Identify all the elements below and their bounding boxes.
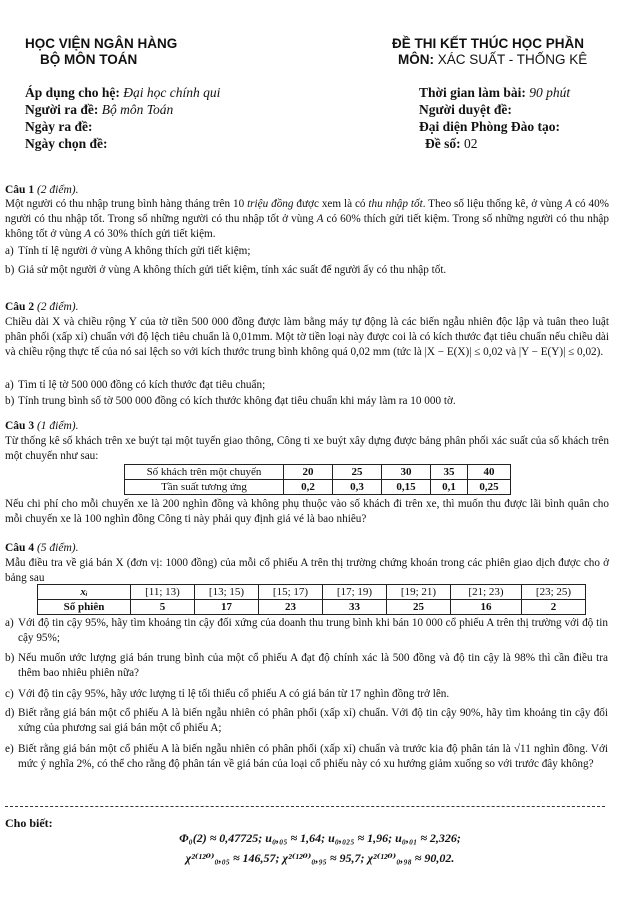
- q4-d-text: Biết rằng giá bán một cổ phiếu A là biến ngẫu nhiên có phân phối (xấp xỉ) chuẩn. Với độ tin cậy 90%, hãy tìm khoảng tin cậy đối xứng của phương sai giá bán một cổ phiếu A;: [18, 707, 608, 735]
- time-value: 90 phút: [529, 85, 571, 100]
- q4-item-d: [0, 706, 638, 738]
- q4-table-row: [38, 600, 586, 615]
- q4-b-label: b): [5, 652, 15, 664]
- q2-title: Câu 2: [5, 301, 35, 313]
- q4-row2-cell: 16: [451, 600, 522, 615]
- q3-points: (1 điểm).: [36, 420, 79, 432]
- q1-text-i: có 60% thích gửi tiết kiệm. Trong số những người có thu nhập không tốt ở vùng: [5, 213, 609, 241]
- q4-title: Câu 4: [5, 542, 35, 554]
- exam-title: ĐỀ THI KẾT THÚC HỌC PHẦN: [392, 36, 584, 51]
- q2-item-b: [0, 394, 638, 410]
- q4-row1-cell: [23; 25): [522, 585, 586, 600]
- q4-row2-label: Số phiên: [38, 600, 131, 615]
- q3-row1-cell: 30: [382, 465, 431, 480]
- q2-a-label: a): [5, 379, 14, 391]
- given-formula-line-1: Φ₀(2) ≈ 0,47725; u₀,₀₅ ≈ 1,64; u₀,₀₂₅ ≈ 1,96; u₀,₀₁ ≈ 2,326;: [179, 831, 461, 845]
- apply-value: Đại học chính qui: [123, 85, 221, 100]
- q4-row1-cell: [11; 13): [131, 585, 195, 600]
- q1-a-text: Tính tỉ lệ người ở vùng A không thích gửi tiết kiệm;: [18, 245, 251, 257]
- author-label: Người ra đề:: [25, 102, 99, 117]
- q4-e-text: Biết rằng giá bán một cổ phiếu A là biến ngẫu nhiên có phân phối (xấp xỉ) chuẩn và trước kia độ phân tán là √11 nghìn đồng. Với mức ý nghĩa 2%, có thể cho rằng độ phân tán về giá bán của loại cổ phiếu này có xu hướng giảm xuống so với trước đây không?: [18, 743, 608, 771]
- q1-points: (2 điểm).: [36, 184, 79, 196]
- q1-text-j: A: [84, 228, 92, 241]
- q1-text-b: triệu đồng: [247, 198, 294, 210]
- q4-table: [37, 584, 586, 615]
- q3-row2-cell: 0,2: [284, 480, 333, 495]
- department-name: BỘ MÔN TOÁN: [40, 52, 138, 67]
- meta-author: [25, 101, 173, 118]
- q1-title: Câu 1: [5, 184, 35, 196]
- q3-table-row: [125, 465, 511, 480]
- q1-item-a: [0, 244, 638, 260]
- q4-d-label: d): [5, 707, 15, 719]
- time-label: Thời gian làm bài:: [419, 85, 526, 100]
- q3-row1-cell: 40: [468, 465, 511, 480]
- q4-item-a: [0, 616, 638, 648]
- q1-b-label: b): [5, 264, 15, 276]
- q1-text-d: thu nhập tốt: [368, 198, 423, 210]
- subject-line: [398, 52, 587, 68]
- given-formula-line-2: χ²⁽¹²⁰⁾₀,₀₅ ≈ 146,57; χ²⁽¹²⁰⁾₀,₉₅ ≈ 95,7; χ²⁽¹²⁰⁾₀,₉₈ ≈ 90,02.: [185, 851, 455, 865]
- dashed-separator: [5, 806, 605, 807]
- q4-a-label: a): [5, 617, 14, 629]
- q1-heading: [5, 183, 78, 197]
- q2-b-text: Tính trung bình số tờ 500 000 đồng có kích thước không đạt tiêu chuẩn khi máy làm ra 10 000 tờ.: [18, 395, 456, 407]
- q3-row1-cell: 25: [333, 465, 382, 480]
- q4-c-label: c): [5, 688, 14, 700]
- meta-training: [419, 118, 560, 135]
- q3-paragraph: Từ thống kê số khách trên xe buýt tại một tuyến giao thông, Công ti xe buýt xây dựng được bảng phân phối xác suất của số khách trên một chuyến như sau:: [5, 435, 609, 463]
- meta-choose: [25, 135, 108, 152]
- training-label: Đại diện Phòng Đào tạo:: [419, 119, 561, 134]
- given-label: Cho biết:: [5, 816, 53, 830]
- code-label: Đề số:: [425, 136, 461, 151]
- q4-row2-cell: 25: [387, 600, 451, 615]
- code-value: 02: [464, 136, 478, 151]
- q4-heading: [5, 541, 78, 555]
- q4-item-b: [0, 651, 638, 683]
- q4-paragraph: Mẫu điều tra về giá bán X (đơn vị: 1000 đồng) của mỗi cổ phiếu A trên thị trường chứng khoán trong các phiên giao dịch được cho ở bảng sau: [5, 557, 609, 585]
- q4-item-e: [0, 742, 638, 790]
- institution-name: HỌC VIỆN NGÂN HÀNG: [25, 36, 178, 51]
- q2-a-text: Tìm tỉ lệ tờ 500 000 đồng có kích thước đạt tiêu chuẩn;: [18, 379, 266, 391]
- q4-table-row: [38, 585, 586, 600]
- q1-text-a: Một người có thu nhập trung bình hàng tháng trên 10: [5, 198, 248, 210]
- author-value: Bộ môn Toán: [101, 102, 174, 117]
- q4-row1-cell: [21; 23): [451, 585, 522, 600]
- q4-row2-cell: 23: [259, 600, 323, 615]
- q2-points: (2 điểm).: [36, 301, 79, 313]
- q4-row2-cell: 5: [131, 600, 195, 615]
- meta-code: [425, 135, 478, 152]
- q3-row2-cell: 0,25: [468, 480, 511, 495]
- meta-time: [419, 84, 570, 101]
- q3-row1-cell: 35: [431, 465, 468, 480]
- q1-text-e: . Theo số liệu thống kê, ở vùng: [422, 198, 566, 210]
- meta-date: [25, 118, 93, 135]
- q3-paragraph-2: Nếu chi phí cho mỗi chuyến xe là 200 nghìn đồng và không phụ thuộc vào số khách đi trên xe, thì muốn thu được lãi bình quân cho mỗi chuyến xe là 100 nghìn đồng Công ti này phải quy định giá vé là bao nhiêu?: [5, 498, 609, 526]
- q3-table: [124, 464, 511, 495]
- q4-a-text: Với độ tin cậy 95%, hãy tìm khoảng tin cậy đối xứng của doanh thu trung bình khi bán 10 000 cổ phiếu A trên thị trường với độ tin cậy 95%;: [18, 617, 608, 645]
- q2-b-label: b): [5, 395, 15, 407]
- q3-row2-cell: 0,3: [333, 480, 382, 495]
- meta-apply: [25, 84, 220, 101]
- q4-row2-cell: 2: [522, 600, 586, 615]
- q2-heading: [5, 300, 78, 314]
- choose-label: Ngày chọn đề:: [25, 136, 108, 151]
- q3-row2-cell: 0,15: [382, 480, 431, 495]
- q4-row1-cell: [19; 21): [387, 585, 451, 600]
- q4-c-text: Với độ tin cậy 95%, hãy ước lượng tỉ lệ tối thiểu cổ phiếu A có giá bán từ 17 nghìn đồng trở lên.: [18, 688, 450, 700]
- q3-table-row: [125, 480, 511, 495]
- q4-row1-cell: [15; 17): [259, 585, 323, 600]
- q1-b-text: Giả sử một người ở vùng A không thích gửi tiết kiệm, tính xác suất để người ấy có thu nhập tốt.: [18, 264, 447, 276]
- q3-row1-label: Số khách trên một chuyến: [125, 465, 284, 480]
- subject-label: MÔN:: [398, 52, 434, 67]
- q2-paragraph: Chiều dài X và chiều rộng Y của tờ tiền 500 000 đồng được làm bằng máy tự động là các biến ngẫu nhiên độc lập và tuân theo luật phân phối (xấp xỉ) chuẩn với độ lệch tiêu chuẩn là 0,01mm. Một tờ tiền loại này được coi là có kích thước đạt tiêu chuẩn nếu chiều dài và chiều rộng thực tế của nó sai lệch so với kích thước trung bình không quá 0,02 mm (tức là |X − E(X)| ≤ 0,02 và |Y − E(Y)| ≤ 0,02).: [5, 316, 609, 359]
- q4-item-c: [0, 687, 638, 703]
- q1-text-h: A: [316, 213, 324, 226]
- q4-row2-cell: 33: [323, 600, 387, 615]
- q1-a-label: a): [5, 245, 14, 257]
- q4-row1-cell: [13; 15): [195, 585, 259, 600]
- approver-label: Người duyệt đề:: [419, 102, 512, 117]
- q4-row2-cell: 17: [195, 600, 259, 615]
- q1-text-c: được xem là có: [293, 198, 369, 210]
- q3-row2-label: Tần suất tương ứng: [125, 480, 284, 495]
- apply-label: Áp dụng cho hệ:: [25, 85, 120, 100]
- subject-value: XÁC SUẤT - THỐNG KÊ: [437, 52, 588, 67]
- q4-points: (5 điểm).: [36, 542, 79, 554]
- q4-row1-label: xᵢ: [38, 585, 131, 600]
- q1-text-f: A: [565, 198, 573, 210]
- meta-approver: [419, 101, 512, 118]
- q4-b-text: Nếu muốn ước lượng giá bán trung bình của một cổ phiếu A đạt độ chính xác là 500 đồng và độ tin cậy là 98% thì cần điều tra thêm bao nhiêu phiên nữa?: [18, 652, 608, 680]
- q3-title: Câu 3: [5, 420, 35, 432]
- q2-item-a: [0, 378, 638, 394]
- q4-e-label: e): [5, 743, 14, 755]
- q1-text-g: có 40% người có thu nhập tốt. Trong số những người có thu nhập tốt ở vùng: [5, 198, 609, 226]
- q3-heading: [5, 419, 78, 433]
- q1-text-k: có 30% thích gửi tiết kiệm.: [91, 228, 216, 241]
- q4-row1-cell: [17; 19): [323, 585, 387, 600]
- q1-paragraph: [5, 197, 609, 243]
- q3-row1-cell: 20: [284, 465, 333, 480]
- q1-item-b: [0, 263, 638, 279]
- q3-row2-cell: 0,1: [431, 480, 468, 495]
- date-label: Ngày ra đề:: [25, 119, 93, 134]
